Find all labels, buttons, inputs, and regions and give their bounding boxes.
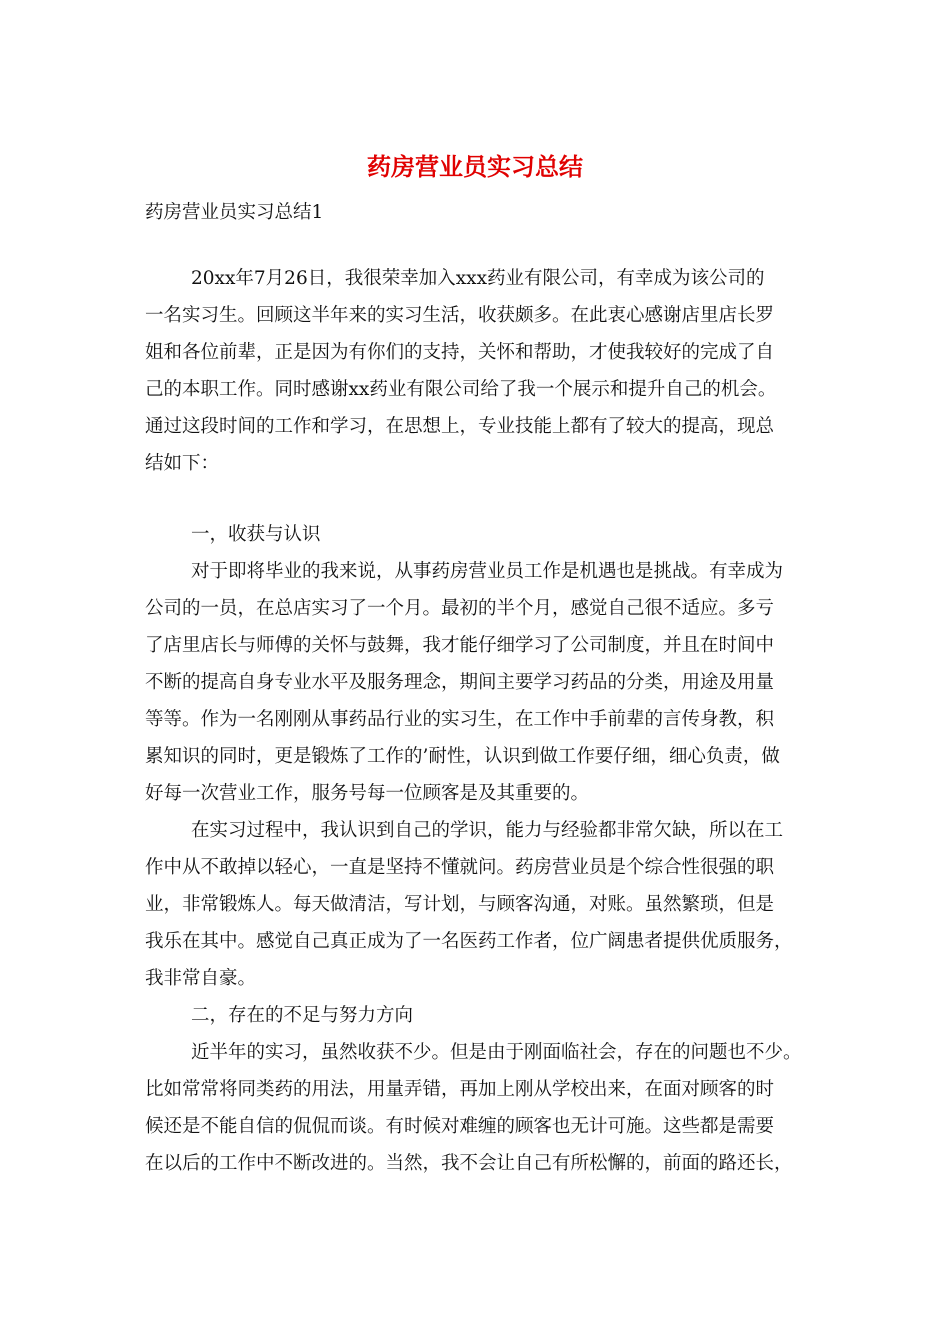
- paragraph-line: 了店里店长与师傅的关怀与鼓舞，我才能仔细学习了公司制度，并且在时间中: [145, 635, 775, 656]
- section-heading: 二，存在的不足与努力方向: [191, 1005, 414, 1026]
- section-subtitle: 药房营业员实习总结1: [145, 202, 324, 223]
- paragraph-line: 一名实习生。回顾这半年来的实习生活，收获颇多。在此衷心感谢店里店长罗: [145, 305, 775, 326]
- paragraph-line: 公司的一员，在总店实习了一个月。最初的半个月，感觉自己很不适应。多亏: [145, 598, 775, 619]
- paragraph-line: 好每一次营业工作，服务号每一位顾客是及其重要的。: [145, 783, 590, 804]
- paragraph-line: 我乐在其中。感觉自己真正成为了一名医药工作者，位广阔患者提供优质服务，: [145, 931, 793, 952]
- paragraph-line: 不断的提高自身专业水平及服务理念，期间主要学习药品的分类，用途及用量: [145, 672, 775, 693]
- paragraph-line: 在以后的工作中不断改进的。当然，我不会让自己有所松懈的，前面的路还长，: [145, 1153, 793, 1174]
- paragraph-line: 结如下：: [145, 453, 220, 474]
- paragraph-line: 20xx年7月26日，我很荣幸加入xxx药业有限公司，有幸成为该公司的: [191, 268, 765, 289]
- paragraph-line: 在实习过程中，我认识到自己的学识，能力与经验都非常欠缺，所以在工: [191, 820, 784, 841]
- paragraph-line: 姐和各位前辈，正是因为有你们的支持，关怀和帮助，才使我较好的完成了自: [145, 342, 775, 363]
- paragraph-line: 候还是不能自信的侃侃而谈。有时候对难缠的顾客也无计可施。这些都是需要: [145, 1116, 775, 1137]
- paragraph-line: 对于即将毕业的我来说，从事药房营业员工作是机遇也是挑战。有幸成为: [191, 561, 784, 582]
- paragraph-line: 累知识的同时，更是锻炼了工作的’耐性，认识到做工作要仔细，细心负责，做: [145, 746, 780, 767]
- paragraph-line: 作中从不敢掉以轻心，一直是坚持不懂就问。药房营业员是个综合性很强的职: [145, 857, 775, 878]
- paragraph-line: 己的本职工作。同时感谢xx药业有限公司给了我一个展示和提升自己的机会。: [145, 379, 777, 400]
- paragraph-line: 业，非常锻炼人。每天做清洁，写计划，与顾客沟通，对账。虽然繁琐，但是: [145, 894, 775, 915]
- document-title: 药房营业员实习总结: [367, 152, 583, 181]
- paragraph-line: 等等。作为一名刚刚从事药品行业的实习生，在工作中手前辈的言传身教，积: [145, 709, 775, 730]
- paragraph-line: 比如常常将同类药的用法，用量弄错，再加上刚从学校出来，在面对顾客的时: [145, 1079, 775, 1100]
- paragraph-line: 通过这段时间的工作和学习，在思想上，专业技能上都有了较大的提高，现总: [145, 416, 775, 437]
- paragraph-line: 近半年的实习，虽然收获不少。但是由于刚面临社会，存在的问题也不少。: [191, 1042, 802, 1063]
- paragraph-line: 我非常自豪。: [145, 968, 257, 989]
- section-heading: 一，收获与认识: [191, 524, 321, 545]
